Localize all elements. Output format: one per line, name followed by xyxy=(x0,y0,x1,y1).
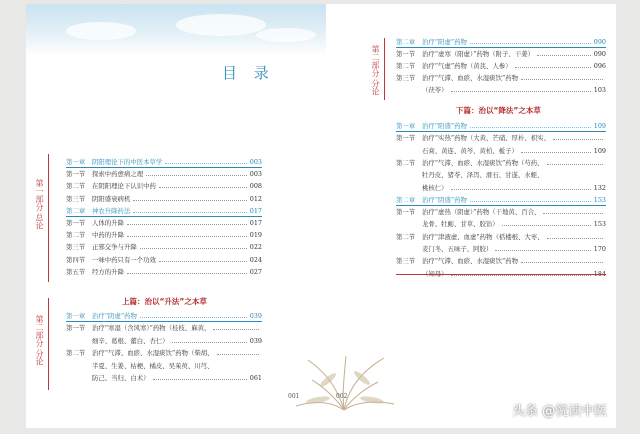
leader-dots xyxy=(470,120,591,128)
entry-page-number: 153 xyxy=(593,220,606,229)
entry-page-number: 061 xyxy=(249,374,262,382)
leader-dots xyxy=(213,322,259,330)
entry-title: 神农升降药法 xyxy=(92,206,131,215)
sky-banner xyxy=(26,4,326,56)
entry-page-number: 039 xyxy=(249,312,262,320)
toc-section-row[interactable] xyxy=(396,206,606,218)
entry-title: 细辛、葛根、藿白、杏仁） xyxy=(92,336,169,345)
leader-dots xyxy=(159,254,247,262)
entry-title: 探索中药愈病之理 xyxy=(92,170,144,179)
entry-page-number: 153 xyxy=(593,195,606,204)
part2-divider-right xyxy=(384,38,385,100)
entry-number: 第二节 xyxy=(396,232,416,241)
entry-number: 第二节 xyxy=(66,349,86,358)
entry-title: 在阴阳理论下认识中药 xyxy=(92,182,156,191)
leader-dots xyxy=(133,193,246,201)
leader-dots xyxy=(495,243,591,251)
watermark: 头条 @悦读中医 xyxy=(512,404,608,419)
entry-page-number: 109 xyxy=(593,146,606,155)
entry-title: 阴阳理论下的中医本草学 xyxy=(92,158,163,166)
leader-dots xyxy=(153,372,247,380)
toc-section-row[interactable] xyxy=(396,48,606,60)
entry-page-number: 024 xyxy=(249,255,262,264)
bottom-rule xyxy=(396,274,606,275)
lower-heading: 下篇：治以“降法”之本草 xyxy=(456,106,541,115)
entry-number: 第二节 xyxy=(66,182,86,191)
toc-section-row[interactable] xyxy=(396,72,606,84)
list-item-continuation xyxy=(422,243,606,255)
entry-page-number: 022 xyxy=(249,243,262,252)
entry-title: 经方的升降 xyxy=(92,267,124,276)
entry-title: 龙骨、牡蛎、甘草、胶饴） xyxy=(422,220,499,229)
entry-page-number: 017 xyxy=(249,206,262,215)
folio-left: 001 xyxy=(288,393,300,400)
entry-title: 治疗“气滞、血瘀、水湿痰饮”药物（柴胡、 xyxy=(92,349,214,358)
entry-title: 治疗“虚寒（阳虚）”药物（附子、干姜） xyxy=(422,50,534,58)
entry-page-number: 008 xyxy=(249,182,262,191)
toc-section-row[interactable] xyxy=(396,157,606,169)
entry-page-number: 003 xyxy=(249,158,262,166)
leader-dots xyxy=(543,206,603,214)
leader-dots xyxy=(172,335,247,343)
list-item-continuation xyxy=(422,84,606,96)
leader-dots xyxy=(146,168,247,176)
part1-divider xyxy=(48,154,49,282)
entry-title: 治疗“虚热（阴虚）”药物（干地黄、百合、 xyxy=(422,208,541,217)
toc-section-row[interactable] xyxy=(66,254,262,266)
folio-right: 002 xyxy=(336,393,348,400)
leader-dots xyxy=(451,182,591,190)
leaf-ornament-icon xyxy=(288,350,400,422)
toc-section-row[interactable] xyxy=(396,255,606,267)
toc-section-row[interactable] xyxy=(396,132,606,144)
list-item-continuation xyxy=(422,182,606,194)
toc-section-row[interactable] xyxy=(66,180,262,192)
entry-number: 第三节 xyxy=(396,257,416,266)
leader-dots xyxy=(521,145,591,153)
entry-title: 治疗“气滞、血瘀、水湿痰饮”药物（芍药、 xyxy=(422,158,544,167)
list-item-continuation xyxy=(422,169,606,181)
leader-dots xyxy=(165,156,247,164)
entry-page-number: 109 xyxy=(593,122,606,130)
entry-title: 治疗“津液虚、血虚”药物（栝楼根、大枣、 xyxy=(422,232,544,241)
leader-dots xyxy=(159,180,247,188)
entry-title: 防己、当归、白术） xyxy=(92,374,150,382)
entry-page-number: 132 xyxy=(593,183,606,192)
entry-number: 第一节 xyxy=(66,170,86,179)
toc-section-row[interactable] xyxy=(66,241,262,253)
entry-page-number: 017 xyxy=(249,219,262,227)
entry-title: 石膏、黄连、黄芩、黄柏、栀子） xyxy=(422,146,518,155)
entry-number: 第四节 xyxy=(66,255,86,264)
part2-divider xyxy=(48,298,49,390)
entry-title: 人体的升降 xyxy=(92,219,124,227)
entry-number: 第一章 xyxy=(66,312,86,320)
leader-dots xyxy=(127,266,247,274)
entry-number: 第二章 xyxy=(396,195,416,204)
entry-page-number: 090 xyxy=(593,50,606,58)
entry-title: 治疗“阳盛”药物 xyxy=(422,122,467,130)
entry-number: 第一节 xyxy=(66,324,86,333)
toc-section-row[interactable] xyxy=(66,193,262,205)
entry-page-number: 039 xyxy=(249,336,262,345)
leader-dots xyxy=(515,60,591,68)
leader-dots xyxy=(140,241,247,249)
list-item-continuation xyxy=(92,372,262,384)
toc-section-row[interactable] xyxy=(66,322,262,334)
leader-dots xyxy=(547,157,603,165)
part1-label: 第一部分 总论 xyxy=(35,178,44,230)
entry-title: 正邪交争与升降 xyxy=(92,243,137,252)
entry-page-number: 012 xyxy=(249,194,262,203)
leader-dots xyxy=(502,218,591,226)
part2-label-right: 第二部分 分论 xyxy=(371,44,380,96)
leader-dots xyxy=(217,347,259,355)
entry-page-number: 003 xyxy=(249,170,262,179)
leader-dots xyxy=(133,205,246,213)
leader-dots xyxy=(470,36,591,44)
toc-section-row[interactable] xyxy=(66,217,262,229)
leader-dots xyxy=(127,217,247,225)
upper-heading: 上篇：治以“升法”之本草 xyxy=(122,297,207,306)
entry-title: 麦门冬、五味子、阿胶） xyxy=(422,245,493,253)
entry-number: 第一节 xyxy=(396,134,416,143)
toc-section-row[interactable] xyxy=(66,347,262,359)
entry-number: 第二节 xyxy=(396,62,416,70)
book-spread xyxy=(26,4,616,428)
list-item-continuation xyxy=(422,145,606,157)
entry-number: 第一节 xyxy=(66,219,86,227)
entry-number: 第一节 xyxy=(396,208,416,217)
entry-title: （茯苓） xyxy=(422,86,448,94)
entry-number: 第一章 xyxy=(396,122,416,130)
toc-section-row[interactable] xyxy=(396,231,606,243)
entry-title: 治疗“气滞、血瘀、水湿痰饮”药物 xyxy=(422,257,519,266)
toc-section-row[interactable] xyxy=(66,168,262,180)
entry-page-number: 027 xyxy=(249,267,262,276)
entry-number: 第二章 xyxy=(66,206,86,215)
leader-dots xyxy=(451,84,591,92)
entry-page-number: 096 xyxy=(593,62,606,70)
entry-title: 治疗“寒湿（含风寒）”药物（桂枝、麻黄、 xyxy=(92,324,211,333)
left-page xyxy=(26,4,326,428)
entry-number: 第二章 xyxy=(396,38,416,46)
entry-page-number: 103 xyxy=(593,86,606,94)
leader-dots xyxy=(521,255,603,263)
entry-number: 第三节 xyxy=(66,243,86,252)
list-item-continuation xyxy=(422,218,606,230)
entry-number: 第一节 xyxy=(396,50,416,58)
leader-dots xyxy=(553,132,603,140)
entry-title: 治疗“实热”药物（大黄、芒硝、厚朴、枳实、 xyxy=(422,134,550,143)
entry-number: 第二节 xyxy=(396,158,416,167)
entry-number: 第三节 xyxy=(66,194,86,203)
entry-page-number: 170 xyxy=(593,245,606,253)
entry-title: 一味中药只有一个功效 xyxy=(92,255,156,264)
entry-title: 治疗“阴盛”药物 xyxy=(422,195,467,204)
list-item-continuation xyxy=(92,360,262,372)
leader-dots xyxy=(521,72,603,80)
entry-number: 第三节 xyxy=(396,74,416,82)
leader-dots xyxy=(127,229,247,237)
leader-dots xyxy=(140,310,247,318)
entry-number: 第二节 xyxy=(66,231,86,240)
entry-title: 桃核仁） xyxy=(422,183,448,192)
leader-dots xyxy=(547,231,603,239)
entry-title: 半夏、生姜、枯梗、橘皮、吴茱萸、川芎、 xyxy=(92,361,214,370)
entry-page-number: 019 xyxy=(249,231,262,240)
entry-title: 阴阳盛衰病机 xyxy=(92,194,131,203)
entry-title: 牡丹皮、猪苓、泽泻、滑石、甘遂、水蛭、 xyxy=(422,171,544,180)
entry-title: 治疗“气虚”药物（黄芪、人参） xyxy=(422,62,512,70)
leader-dots xyxy=(537,48,591,56)
toc-section-row[interactable] xyxy=(66,229,262,241)
toc-section-row[interactable] xyxy=(396,60,606,72)
entry-title: 中药的升降 xyxy=(92,231,124,240)
part2-label: 第二部分 分论 xyxy=(35,314,44,366)
list-item-continuation xyxy=(92,335,262,347)
entry-number: 第五节 xyxy=(66,267,86,276)
toc-section-row[interactable] xyxy=(66,266,262,278)
entry-title: 治疗“气滞、血瘀、水湿痰饮”药物 xyxy=(422,74,519,82)
entry-number: 第一章 xyxy=(66,158,86,166)
entry-page-number: 090 xyxy=(593,38,606,46)
leader-dots xyxy=(470,194,591,202)
toc-title: 目 录 xyxy=(222,64,275,82)
entry-title: 治疗“阴虚”药物 xyxy=(92,312,137,320)
entry-title: 治疗“阳虚”药物 xyxy=(422,38,467,46)
